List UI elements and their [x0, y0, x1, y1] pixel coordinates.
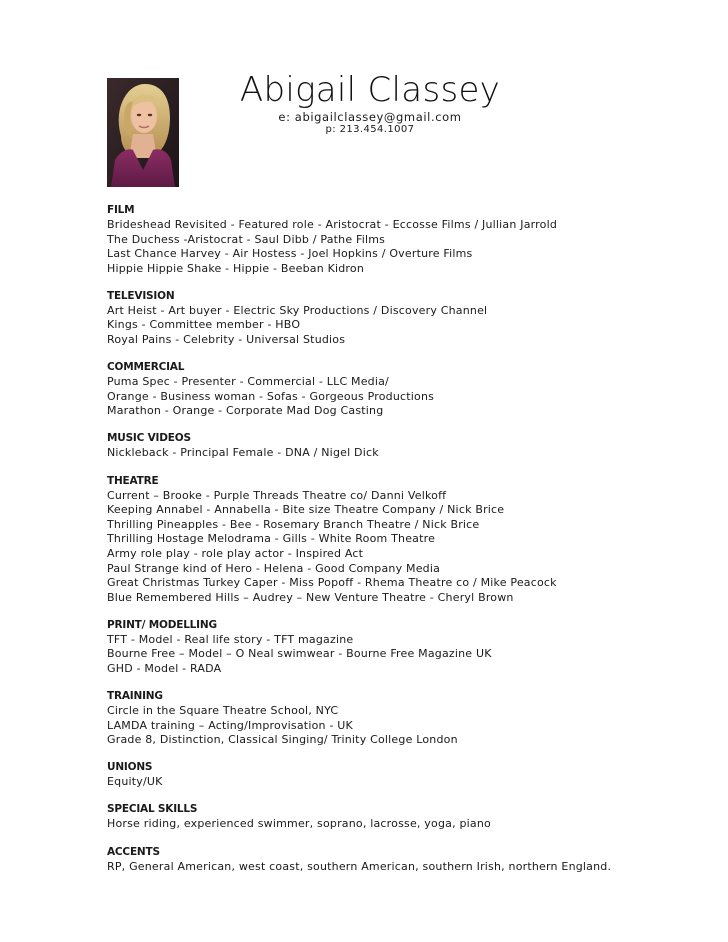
section-heading: SPECIAL SKILLS: [107, 803, 198, 816]
credit-line: RP, General American, west coast, southern American, southern Irish, northern England.: [107, 859, 612, 873]
credit-line: Kings - Committee member - HBO: [107, 318, 301, 332]
section-print-modelling: [107, 618, 707, 677]
section-heading: UNIONS: [107, 761, 153, 774]
section-heading: ACCENTS: [107, 845, 160, 858]
section-heading: TRAINING: [107, 690, 163, 703]
credit-line: The Duchess -Aristocrat - Saul Dibb / Pathe Films: [107, 232, 386, 246]
credit-line: Grade 8, Distinction, Classical Singing/ Trinity College London: [107, 733, 458, 747]
resume-sections: [107, 203, 707, 887]
section-commercial: [107, 360, 707, 419]
section-music-videos: [107, 431, 707, 461]
contact-email: e: abigailclassey@gmail.com: [278, 110, 462, 124]
credit-line: TFT - Model - Real life story - TFT magazine: [107, 632, 354, 646]
credit-line: Equity/UK: [107, 775, 163, 789]
credit-line: Last Chance Harvey - Air Hostess - Joel Hopkins / Overture Films: [107, 247, 473, 261]
section-accents: [107, 845, 707, 875]
section-unions: [107, 760, 707, 790]
credit-line: Horse riding, experienced swimmer, soprano, lacrosse, yoga, piano: [107, 817, 491, 831]
credit-line: Paul Strange kind of Hero - Helena - Good Company Media: [107, 561, 441, 575]
credit-line: Thrilling Hostage Melodrama - Gills - White Room Theatre: [107, 532, 436, 546]
credit-line: GHD - Model - RADA: [107, 661, 222, 675]
credit-line: Hippie Hippie Shake - Hippie - Beeban Kidron: [107, 261, 365, 275]
section-theatre: [107, 474, 707, 606]
section-television: [107, 289, 707, 348]
credit-line: Current – Brooke - Purple Threads Theatre co/ Danni Velkoff: [107, 488, 447, 502]
contact-phone: p: 213.454.1007: [325, 124, 415, 135]
section-training: [107, 689, 707, 748]
section-special-skills: [107, 802, 707, 832]
credit-line: Nickleback - Principal Female - DNA / Nigel Dick: [107, 446, 379, 460]
credit-line: Art Heist - Art buyer - Electric Sky Productions / Discovery Channel: [107, 303, 488, 317]
credit-line: Orange - Business woman - Sofas - Gorgeous Productions: [107, 389, 435, 403]
credit-line: LAMDA training – Acting/Improvisation - UK: [107, 718, 353, 732]
section-heading: PRINT/ MODELLING: [107, 618, 217, 631]
credit-line: Royal Pains - Celebrity - Universal Studios: [107, 333, 346, 347]
credit-line: Blue Remembered Hills – Audrey – New Venture Theatre - Cheryl Brown: [107, 590, 514, 604]
candidate-name: Abigail Classey: [239, 70, 501, 110]
credit-line: Bourne Free – Model – O Neal swimwear - Bourne Free Magazine UK: [107, 647, 492, 661]
section-heading: FILM: [107, 204, 135, 216]
section-heading: MUSIC VIDEOS: [107, 432, 191, 445]
section-heading: COMMERCIAL: [107, 361, 185, 374]
credit-line: Army role play - role play actor - Inspired Act: [107, 546, 364, 560]
section-film: [107, 203, 707, 276]
section-heading: THEATRE: [107, 474, 159, 487]
credit-line: Puma Spec - Presenter - Commercial - LLC Media/: [107, 375, 389, 389]
section-heading: TELEVISION: [107, 289, 175, 302]
credit-line: Marathon - Orange - Corporate Mad Dog Casting: [107, 404, 384, 418]
credit-line: Great Christmas Turkey Caper - Miss Popoff - Rhema Theatre co / Mike Peacock: [107, 576, 557, 590]
credit-line: Thrilling Pineapples - Bee - Rosemary Branch Theatre / Nick Brice: [107, 517, 480, 531]
credit-line: Brideshead Revisited - Featured role - Aristocrat - Eccosse Films / Jullian Jarrold: [107, 218, 558, 231]
credit-line: Keeping Annabel - Annabella - Bite size Theatre Company / Nick Brice: [107, 503, 505, 517]
credit-line: Circle in the Square Theatre School, NYC: [107, 704, 339, 718]
